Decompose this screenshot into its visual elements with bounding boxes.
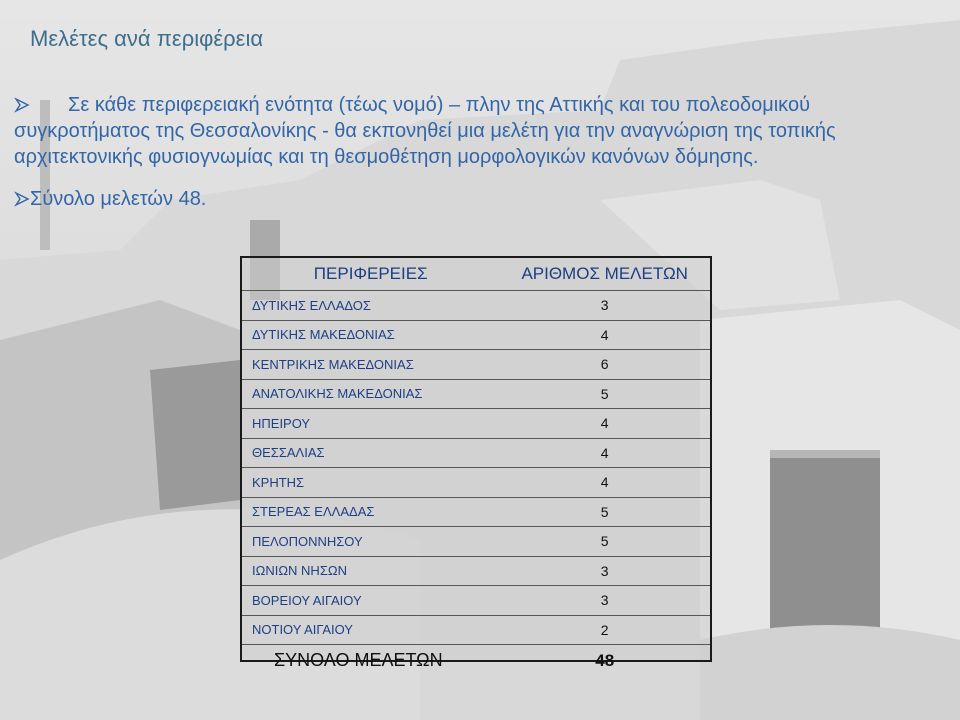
studies-table-container: [240, 256, 712, 670]
table-row: [242, 556, 710, 586]
study-count: 5: [499, 527, 710, 557]
study-count: 3: [499, 556, 710, 586]
study-count: 4: [499, 438, 710, 468]
column-header-study-count: ΑΡΙΘΜΟΣ ΜΕΛΕΤΩΝ: [499, 258, 710, 291]
table-row: [242, 586, 710, 616]
table-row: [242, 350, 710, 380]
region-name: ΘΕΣΣΑΛΙΑΣ: [242, 438, 499, 468]
study-count: 3: [499, 586, 710, 616]
study-count: 4: [499, 468, 710, 498]
column-header-regions: ΠΕΡΙΦΕΡΕΙΕΣ: [242, 258, 499, 291]
region-name: ΔΥΤΙΚΗΣ ΜΑΚΕΔΟΝΙΑΣ: [242, 320, 499, 350]
arrow-bullet-icon: [14, 94, 30, 110]
region-name: ΑΝΑΤΟΛΙΚΗΣ ΜΑΚΕΔΟΝΙΑΣ: [242, 379, 499, 409]
table-row: [242, 438, 710, 468]
study-count: 4: [499, 320, 710, 350]
table-header-row: [242, 258, 710, 291]
table-row: [242, 379, 710, 409]
table-row: [242, 468, 710, 498]
table-total-row: [242, 645, 710, 677]
total-label: ΣΥΝΟΛΟ ΜΕΛΕΤΩΝ: [274, 650, 443, 670]
region-name: ΙΩΝΙΩΝ ΝΗΣΩΝ: [242, 556, 499, 586]
region-name: ΒΟΡΕΙΟΥ ΑΙΓΑΙΟΥ: [242, 586, 499, 616]
region-name: ΝΟΤΙΟΥ ΑΙΓΑΙΟΥ: [242, 615, 499, 645]
study-count: 5: [499, 379, 710, 409]
bullet-item-total-studies: [14, 186, 934, 212]
region-name: ΔΥΤΙΚΗΣ ΕΛΛΑΔΟΣ: [242, 291, 499, 321]
arrow-bullet-icon: [14, 188, 30, 204]
bullet-text-regional-studies: Σε κάθε περιφερειακή ενότητα (τέως νομό) – πλην της Αττικής και του πολεοδομικού συγκροτήματος της Θεσσαλονίκης - θα εκπονηθεί μια μελέτη για την αναγνώριση της τοπικής αρχιτεκτονικής φυσιογνωμίας και τη θεσμοθέτηση μορφολογικών κανόνων δόμησης.: [14, 94, 836, 168]
table-row: [242, 497, 710, 527]
bullet-text-total-studies: Σύνολο μελετών 48.: [30, 188, 207, 210]
table-row: [242, 291, 710, 321]
region-name: ΗΠΕΙΡΟΥ: [242, 409, 499, 439]
region-name: ΚΕΝΤΡΙΚΗΣ ΜΑΚΕΔΟΝΙΑΣ: [242, 350, 499, 380]
studies-by-region-table: [242, 258, 710, 676]
table-row: [242, 615, 710, 645]
table-row: [242, 320, 710, 350]
total-count: 48: [595, 650, 615, 670]
study-count: 3: [499, 291, 710, 321]
region-name: ΚΡΗΤΗΣ: [242, 468, 499, 498]
slide-title: Μελέτες ανά περιφέρεια: [30, 26, 264, 51]
bullet-list: [14, 92, 934, 212]
study-count: 2: [499, 615, 710, 645]
table-row: [242, 527, 710, 557]
study-count: 6: [499, 350, 710, 380]
table-row: [242, 409, 710, 439]
bullet-item-regional-studies: [14, 92, 934, 170]
region-name: ΣΤΕΡΕΑΣ ΕΛΛΑΔΑΣ: [242, 497, 499, 527]
region-name: ΠΕΛΟΠΟΝΝΗΣΟΥ: [242, 527, 499, 557]
study-count: 4: [499, 409, 710, 439]
study-count: 5: [499, 497, 710, 527]
